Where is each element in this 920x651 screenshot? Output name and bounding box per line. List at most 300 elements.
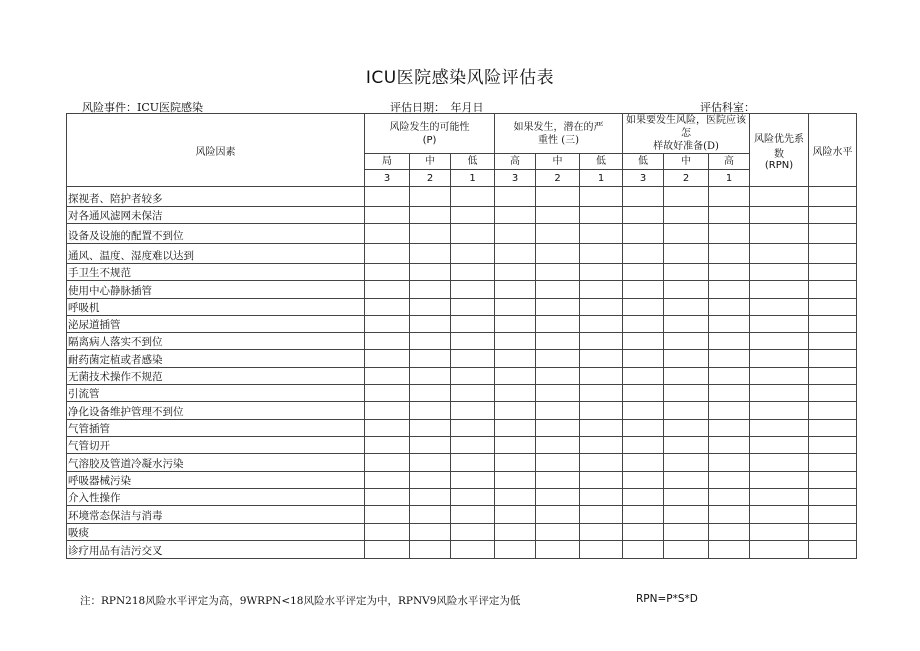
score-input-cell[interactable]	[809, 299, 857, 316]
score-input-cell[interactable]	[536, 489, 580, 506]
table-row	[67, 489, 857, 506]
score-input-cell[interactable]	[623, 506, 664, 524]
score-input-cell[interactable]	[495, 264, 536, 281]
score-input-cell[interactable]	[451, 244, 495, 264]
header-detection	[623, 114, 750, 154]
score-input-cell[interactable]	[451, 187, 495, 207]
score-input-cell[interactable]	[580, 187, 623, 207]
probability-level-label: 中	[410, 154, 451, 170]
score-input-cell[interactable]	[623, 187, 664, 207]
score-input-cell[interactable]	[580, 316, 623, 333]
score-input-cell[interactable]	[709, 506, 750, 524]
score-input-cell[interactable]	[750, 224, 809, 244]
score-input-cell[interactable]	[580, 299, 623, 316]
score-input-cell[interactable]	[623, 472, 664, 489]
score-input-cell[interactable]	[664, 316, 709, 333]
score-input-cell[interactable]	[750, 402, 809, 420]
score-input-cell[interactable]	[410, 454, 451, 472]
note-text: 注：RPN218风险水平评定为高，9WRPN<18风险水平评定为中，RPNV9风险水平评定为低	[80, 595, 521, 607]
risk-factor-cell: 泌尿道插管	[67, 316, 365, 333]
score-input-cell[interactable]	[809, 420, 857, 437]
score-input-cell[interactable]	[410, 316, 451, 333]
score-input-cell[interactable]	[365, 224, 410, 244]
score-input-cell[interactable]	[410, 420, 451, 437]
score-input-cell[interactable]	[623, 350, 664, 368]
table-row	[67, 454, 857, 472]
score-input-cell[interactable]	[451, 506, 495, 524]
score-input-cell[interactable]	[750, 506, 809, 524]
score-input-cell[interactable]	[536, 524, 580, 541]
score-input-cell[interactable]	[451, 316, 495, 333]
score-input-cell[interactable]	[495, 224, 536, 244]
score-input-cell[interactable]	[623, 224, 664, 244]
score-input-cell[interactable]	[536, 333, 580, 350]
risk-factor-cell: 吸痰	[67, 524, 365, 541]
score-input-cell[interactable]	[451, 385, 495, 402]
assessment-dept-label: 评估科室：	[700, 101, 755, 114]
score-input-cell[interactable]	[809, 350, 857, 368]
table-row	[67, 524, 857, 541]
score-input-cell[interactable]	[809, 524, 857, 541]
score-input-cell[interactable]	[536, 281, 580, 299]
header-probability-code: (P)	[422, 134, 437, 146]
score-input-cell[interactable]	[536, 368, 580, 385]
score-input-cell[interactable]	[365, 402, 410, 420]
score-input-cell[interactable]	[750, 281, 809, 299]
score-input-cell[interactable]	[410, 264, 451, 281]
score-input-cell[interactable]	[750, 316, 809, 333]
severity-level-label: 低	[580, 154, 623, 170]
header-detection-code: 样故好准备(D)	[653, 141, 719, 152]
rpn-formula: RPN=P*S*D	[636, 593, 698, 605]
score-input-cell[interactable]	[580, 264, 623, 281]
table-row	[67, 244, 857, 264]
score-input-cell[interactable]	[580, 244, 623, 264]
score-input-cell[interactable]	[536, 506, 580, 524]
score-input-cell[interactable]	[495, 333, 536, 350]
score-input-cell[interactable]	[410, 281, 451, 299]
score-input-cell[interactable]	[809, 368, 857, 385]
score-input-cell[interactable]	[536, 541, 580, 559]
score-input-cell[interactable]	[750, 350, 809, 368]
score-input-cell[interactable]	[623, 454, 664, 472]
score-input-cell[interactable]	[410, 368, 451, 385]
score-input-cell[interactable]	[410, 207, 451, 224]
score-input-cell[interactable]	[664, 244, 709, 264]
score-input-cell[interactable]	[623, 333, 664, 350]
score-input-cell[interactable]	[750, 187, 809, 207]
score-input-cell[interactable]	[410, 187, 451, 207]
score-input-cell[interactable]	[451, 264, 495, 281]
table-row	[67, 472, 857, 489]
score-input-cell[interactable]	[623, 244, 664, 264]
score-input-cell[interactable]	[365, 333, 410, 350]
page-title: ICU医院感染风险评估表	[365, 68, 555, 88]
score-input-cell[interactable]	[809, 333, 857, 350]
score-input-cell[interactable]	[664, 299, 709, 316]
header-severity-text: 如果发生，潜在的严	[513, 121, 604, 133]
score-input-cell[interactable]	[664, 281, 709, 299]
score-input-cell[interactable]	[709, 316, 750, 333]
score-input-cell[interactable]	[750, 541, 809, 559]
score-input-cell[interactable]	[709, 264, 750, 281]
score-input-cell[interactable]	[365, 437, 410, 454]
risk-factor-cell: 引流管	[67, 385, 365, 402]
score-input-cell[interactable]	[495, 454, 536, 472]
score-input-cell[interactable]	[623, 420, 664, 437]
score-input-cell[interactable]	[410, 506, 451, 524]
table-row	[67, 350, 857, 368]
score-input-cell[interactable]	[580, 207, 623, 224]
score-input-cell[interactable]	[495, 299, 536, 316]
score-input-cell[interactable]	[365, 524, 410, 541]
header-risk-level: 风险水平	[809, 114, 857, 187]
score-input-cell[interactable]	[536, 437, 580, 454]
probability-level-label: 局	[365, 154, 410, 170]
score-input-cell[interactable]	[709, 368, 750, 385]
score-input-cell[interactable]	[623, 368, 664, 385]
risk-event-label: 风险事件：ICU医院感染	[82, 101, 204, 114]
score-input-cell[interactable]	[709, 281, 750, 299]
assessment-date-label: 评估日期： 年月日	[390, 101, 484, 114]
detection-score: 1	[709, 170, 750, 187]
score-input-cell[interactable]	[664, 187, 709, 207]
score-input-cell[interactable]	[809, 385, 857, 402]
score-input-cell[interactable]	[809, 281, 857, 299]
score-input-cell[interactable]	[709, 299, 750, 316]
score-input-cell[interactable]	[750, 207, 809, 224]
score-input-cell[interactable]	[623, 281, 664, 299]
score-input-cell[interactable]	[580, 402, 623, 420]
score-input-cell[interactable]	[709, 244, 750, 264]
score-input-cell[interactable]	[451, 472, 495, 489]
detection-level-label: 高	[709, 154, 750, 170]
score-input-cell[interactable]	[536, 207, 580, 224]
score-input-cell[interactable]	[495, 316, 536, 333]
header-rpn-line1: 风险优先系	[754, 133, 805, 145]
score-input-cell[interactable]	[495, 350, 536, 368]
score-input-cell[interactable]	[709, 420, 750, 437]
score-input-cell[interactable]	[495, 281, 536, 299]
score-input-cell[interactable]	[623, 207, 664, 224]
table-row	[67, 187, 857, 207]
score-input-cell[interactable]	[451, 454, 495, 472]
score-input-cell[interactable]	[664, 385, 709, 402]
score-input-cell[interactable]	[580, 281, 623, 299]
severity-score: 3	[495, 170, 536, 187]
score-input-cell[interactable]	[580, 489, 623, 506]
score-input-cell[interactable]	[664, 368, 709, 385]
score-input-cell[interactable]	[750, 368, 809, 385]
score-input-cell[interactable]	[709, 333, 750, 350]
table-row	[67, 333, 857, 350]
score-input-cell[interactable]	[451, 299, 495, 316]
score-input-cell[interactable]	[750, 489, 809, 506]
score-input-cell[interactable]	[809, 472, 857, 489]
risk-factor-cell: 介入性操作	[67, 489, 365, 506]
score-input-cell[interactable]	[536, 402, 580, 420]
score-input-cell[interactable]	[410, 385, 451, 402]
header-rpn	[750, 114, 809, 187]
score-input-cell[interactable]	[451, 333, 495, 350]
header-severity-code: 重性 (三)	[538, 134, 579, 146]
header-rpn-line2: 数	[774, 148, 785, 160]
score-input-cell[interactable]	[664, 472, 709, 489]
score-input-cell[interactable]	[495, 385, 536, 402]
score-input-cell[interactable]	[451, 489, 495, 506]
score-input-cell[interactable]	[365, 489, 410, 506]
score-input-cell[interactable]	[410, 472, 451, 489]
score-input-cell[interactable]	[709, 385, 750, 402]
detection-level-label: 低	[623, 154, 664, 170]
score-input-cell[interactable]	[580, 385, 623, 402]
score-input-cell[interactable]	[495, 187, 536, 207]
risk-factor-cell: 对各通风滤网未保洁	[67, 207, 365, 224]
risk-factor-cell: 呼吸机	[67, 299, 365, 316]
score-input-cell[interactable]	[664, 489, 709, 506]
score-input-cell[interactable]	[623, 541, 664, 559]
score-input-cell[interactable]	[750, 524, 809, 541]
score-input-cell[interactable]	[365, 187, 410, 207]
score-input-cell[interactable]	[495, 541, 536, 559]
score-input-cell[interactable]	[809, 454, 857, 472]
score-input-cell[interactable]	[451, 350, 495, 368]
score-input-cell[interactable]	[709, 207, 750, 224]
score-input-cell[interactable]	[664, 541, 709, 559]
score-input-cell[interactable]	[536, 472, 580, 489]
header-rpn-line3: (RPN)	[764, 159, 794, 171]
score-input-cell[interactable]	[809, 316, 857, 333]
severity-level-label: 中	[536, 154, 580, 170]
score-input-cell[interactable]	[750, 264, 809, 281]
severity-score: 2	[536, 170, 580, 187]
score-input-cell[interactable]	[451, 207, 495, 224]
score-input-cell[interactable]	[809, 264, 857, 281]
score-input-cell[interactable]	[664, 264, 709, 281]
score-input-cell[interactable]	[809, 541, 857, 559]
score-input-cell[interactable]	[451, 524, 495, 541]
table-row	[67, 402, 857, 420]
score-input-cell[interactable]	[580, 350, 623, 368]
score-input-cell[interactable]	[664, 333, 709, 350]
probability-score: 2	[410, 170, 451, 187]
score-input-cell[interactable]	[809, 244, 857, 264]
score-input-cell[interactable]	[750, 299, 809, 316]
score-input-cell[interactable]	[365, 368, 410, 385]
score-input-cell[interactable]	[365, 244, 410, 264]
score-input-cell[interactable]	[623, 264, 664, 281]
score-input-cell[interactable]	[750, 333, 809, 350]
score-input-cell[interactable]	[709, 524, 750, 541]
table-row	[67, 541, 857, 559]
score-input-cell[interactable]	[580, 437, 623, 454]
score-input-cell[interactable]	[410, 541, 451, 559]
score-input-cell[interactable]	[451, 224, 495, 244]
score-input-cell[interactable]	[410, 350, 451, 368]
score-input-cell[interactable]	[495, 368, 536, 385]
score-input-cell[interactable]	[809, 506, 857, 524]
score-input-cell[interactable]	[451, 281, 495, 299]
score-input-cell[interactable]	[536, 244, 580, 264]
risk-assessment-table	[66, 113, 857, 559]
score-input-cell[interactable]	[536, 224, 580, 244]
risk-factor-cell: 气管插管	[67, 420, 365, 437]
score-input-cell[interactable]	[664, 224, 709, 244]
score-input-cell[interactable]	[451, 541, 495, 559]
score-input-cell[interactable]	[709, 187, 750, 207]
score-input-cell[interactable]	[709, 224, 750, 244]
header-risk-factor: 风险因素	[67, 114, 365, 187]
risk-factor-cell: 环境常态保洁与消毒	[67, 506, 365, 524]
score-input-cell[interactable]	[365, 264, 410, 281]
score-input-cell[interactable]	[536, 385, 580, 402]
score-input-cell[interactable]	[623, 437, 664, 454]
severity-level-label: 高	[495, 154, 536, 170]
score-input-cell[interactable]	[580, 472, 623, 489]
score-input-cell[interactable]	[809, 187, 857, 207]
table-row	[67, 224, 857, 244]
risk-factor-cell: 设备及设施的配置不到位	[67, 224, 365, 244]
score-input-cell[interactable]	[451, 437, 495, 454]
score-input-cell[interactable]	[451, 368, 495, 385]
score-input-cell[interactable]	[365, 316, 410, 333]
score-input-cell[interactable]	[750, 244, 809, 264]
risk-factor-cell: 诊疗用品有洁污交叉	[67, 541, 365, 559]
score-input-cell[interactable]	[809, 437, 857, 454]
score-input-cell[interactable]	[709, 541, 750, 559]
score-input-cell[interactable]	[750, 437, 809, 454]
score-input-cell[interactable]	[410, 333, 451, 350]
score-input-cell[interactable]	[580, 506, 623, 524]
score-input-cell[interactable]	[750, 454, 809, 472]
score-input-cell[interactable]	[580, 454, 623, 472]
score-input-cell[interactable]	[809, 224, 857, 244]
score-input-cell[interactable]	[664, 420, 709, 437]
score-input-cell[interactable]	[495, 437, 536, 454]
score-input-cell[interactable]	[623, 489, 664, 506]
score-input-cell[interactable]	[623, 402, 664, 420]
score-input-cell[interactable]	[536, 264, 580, 281]
score-input-cell[interactable]	[709, 472, 750, 489]
score-input-cell[interactable]	[709, 489, 750, 506]
score-input-cell[interactable]	[536, 316, 580, 333]
risk-factor-cell: 净化设备维护管理不到位	[67, 402, 365, 420]
score-input-cell[interactable]	[536, 350, 580, 368]
score-input-cell[interactable]	[664, 402, 709, 420]
score-input-cell[interactable]	[623, 299, 664, 316]
score-input-cell[interactable]	[410, 224, 451, 244]
score-input-cell[interactable]	[809, 489, 857, 506]
score-input-cell[interactable]	[536, 187, 580, 207]
detection-score: 3	[623, 170, 664, 187]
score-input-cell[interactable]	[365, 385, 410, 402]
score-input-cell[interactable]	[495, 472, 536, 489]
score-input-cell[interactable]	[365, 299, 410, 316]
score-input-cell[interactable]	[664, 350, 709, 368]
score-input-cell[interactable]	[664, 437, 709, 454]
probability-score: 1	[451, 170, 495, 187]
score-input-cell[interactable]	[365, 454, 410, 472]
score-input-cell[interactable]	[365, 541, 410, 559]
table-row	[67, 385, 857, 402]
score-input-cell[interactable]	[495, 524, 536, 541]
score-input-cell[interactable]	[709, 402, 750, 420]
table-row	[67, 281, 857, 299]
score-input-cell[interactable]	[580, 224, 623, 244]
score-input-cell[interactable]	[623, 385, 664, 402]
score-input-cell[interactable]	[410, 437, 451, 454]
score-input-cell[interactable]	[410, 299, 451, 316]
score-input-cell[interactable]	[365, 420, 410, 437]
score-input-cell[interactable]	[495, 489, 536, 506]
table-row	[67, 316, 857, 333]
score-input-cell[interactable]	[750, 472, 809, 489]
score-input-cell[interactable]	[410, 524, 451, 541]
header-detection-text: 如果要发生风险，医院应该怎	[626, 115, 747, 139]
score-input-cell[interactable]	[536, 454, 580, 472]
score-input-cell[interactable]	[495, 420, 536, 437]
risk-factor-cell: 气管切开	[67, 437, 365, 454]
score-input-cell[interactable]	[365, 506, 410, 524]
table-row	[67, 207, 857, 224]
risk-factor-cell: 探视者、陪护者较多	[67, 187, 365, 207]
score-input-cell[interactable]	[451, 402, 495, 420]
score-input-cell[interactable]	[664, 207, 709, 224]
risk-factor-cell: 呼吸器械污染	[67, 472, 365, 489]
risk-factor-cell: 耐药菌定植或者感染	[67, 350, 365, 368]
score-input-cell[interactable]	[664, 454, 709, 472]
score-input-cell[interactable]	[451, 420, 495, 437]
score-input-cell[interactable]	[365, 472, 410, 489]
score-input-cell[interactable]	[623, 316, 664, 333]
score-input-cell[interactable]	[410, 489, 451, 506]
score-input-cell[interactable]	[536, 299, 580, 316]
score-input-cell[interactable]	[809, 207, 857, 224]
score-input-cell[interactable]	[536, 420, 580, 437]
score-input-cell[interactable]	[580, 420, 623, 437]
score-input-cell[interactable]	[580, 333, 623, 350]
score-input-cell[interactable]	[709, 437, 750, 454]
score-input-cell[interactable]	[495, 207, 536, 224]
score-input-cell[interactable]	[623, 524, 664, 541]
score-input-cell[interactable]	[664, 524, 709, 541]
score-input-cell[interactable]	[750, 420, 809, 437]
score-input-cell[interactable]	[410, 244, 451, 264]
table-row	[67, 437, 857, 454]
severity-score: 1	[580, 170, 623, 187]
detection-score: 2	[664, 170, 709, 187]
score-input-cell[interactable]	[365, 207, 410, 224]
score-input-cell[interactable]	[580, 524, 623, 541]
score-input-cell[interactable]	[495, 402, 536, 420]
score-input-cell[interactable]	[709, 350, 750, 368]
table-row	[67, 420, 857, 437]
header-probability-text: 风险发生的可能性	[389, 121, 470, 133]
risk-factor-cell: 手卫生不规范	[67, 264, 365, 281]
score-input-cell[interactable]	[410, 402, 451, 420]
score-input-cell[interactable]	[809, 402, 857, 420]
score-input-cell[interactable]	[750, 385, 809, 402]
score-input-cell[interactable]	[709, 454, 750, 472]
score-input-cell[interactable]	[580, 368, 623, 385]
detection-level-label: 中	[664, 154, 709, 170]
score-input-cell[interactable]	[365, 281, 410, 299]
score-input-cell[interactable]	[495, 506, 536, 524]
score-input-cell[interactable]	[580, 541, 623, 559]
score-input-cell[interactable]	[365, 350, 410, 368]
score-input-cell[interactable]	[495, 244, 536, 264]
score-input-cell[interactable]	[664, 506, 709, 524]
